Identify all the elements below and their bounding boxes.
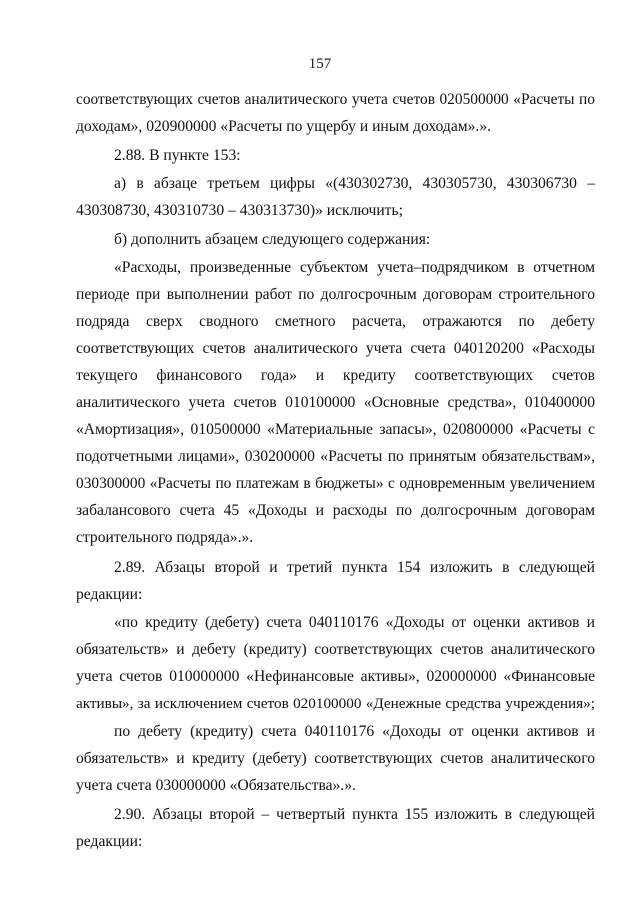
text-line: по дебету (кредиту) счета 040110176 «Доходы от оценки активов и (114, 723, 595, 740)
text-line: «Амортизация», 010500000 «Материальные запасы», 020800000 «Расчеты с (76, 421, 595, 438)
text-line: забалансового счета 45 «Доходы и расходы по долгосрочным договорам (76, 502, 595, 519)
text-line: текущего финансового года» и кредиту соответствующих счетов (76, 367, 595, 384)
text-line: учета счетов 010000000 «Нефинансовые активы», 020000000 «Финансовые (76, 668, 595, 685)
text-line: соответствующих счетов аналитического учета счета 040120200 «Расходы (76, 340, 595, 357)
text-line: редакции: (76, 586, 143, 603)
text-line: «Расходы, произведенные субъектом учета–подрядчиком в отчетном (114, 259, 595, 276)
text-line: а) в абзаце третьем цифры «(430302730, 430305730, 430306730 – (114, 175, 595, 192)
text-line: 030300000 «Расчеты по платежам в бюджеты» с одновременным увеличением (76, 475, 595, 492)
text-line: периоде при выполнении работ по долгосрочным договорам строительного (76, 286, 595, 303)
text-line: редакции: (76, 833, 143, 850)
text-line: подотчетными лицами», 030200000 «Расчеты по принятым обязательствам», (76, 448, 595, 465)
text-line: обязательств» и кредиту (дебету) соответствующих счетов аналитического (76, 750, 595, 767)
text-line: обязательств» и дебету (кредиту) соответствующих счетов аналитического (76, 641, 595, 658)
text-line: строительного подряда».». (76, 529, 254, 546)
section-heading: 2.90. Абзацы второй – четвертый пункта 155 изложить в следующей (114, 806, 595, 823)
text-line: подряда сверх сводного сметного расчета, отражаются по дебету (76, 313, 595, 330)
text-line: б) дополнить абзацем следующего содержания: (114, 231, 431, 248)
text-line: соответствующих счетов аналитического учета счетов 020500000 «Расчеты по (76, 91, 595, 108)
text-line: доходам», 020900000 «Расчеты по ущербу и иным доходам».». (76, 118, 492, 135)
text-line: «по кредиту (дебету) счета 040110176 «Доходы от оценки активов и (114, 614, 595, 631)
text-line: активы», за исключением счетов 020100000 «Денежные средства учреждения»; (76, 695, 595, 712)
section-heading: 2.89. Абзацы второй и третий пункта 154 изложить в следующей (114, 559, 595, 576)
page-number: 157 (308, 56, 332, 72)
section-heading: 2.88. В пункте 153: (114, 147, 241, 164)
text-line: аналитического учета счетов 010100000 «Основные средства», 010400000 (76, 394, 595, 411)
text-line: учета счета 030000000 «Обязательства».». (76, 777, 356, 794)
text-line: 430308730, 430310730 – 430313730)» исключить; (76, 202, 403, 219)
